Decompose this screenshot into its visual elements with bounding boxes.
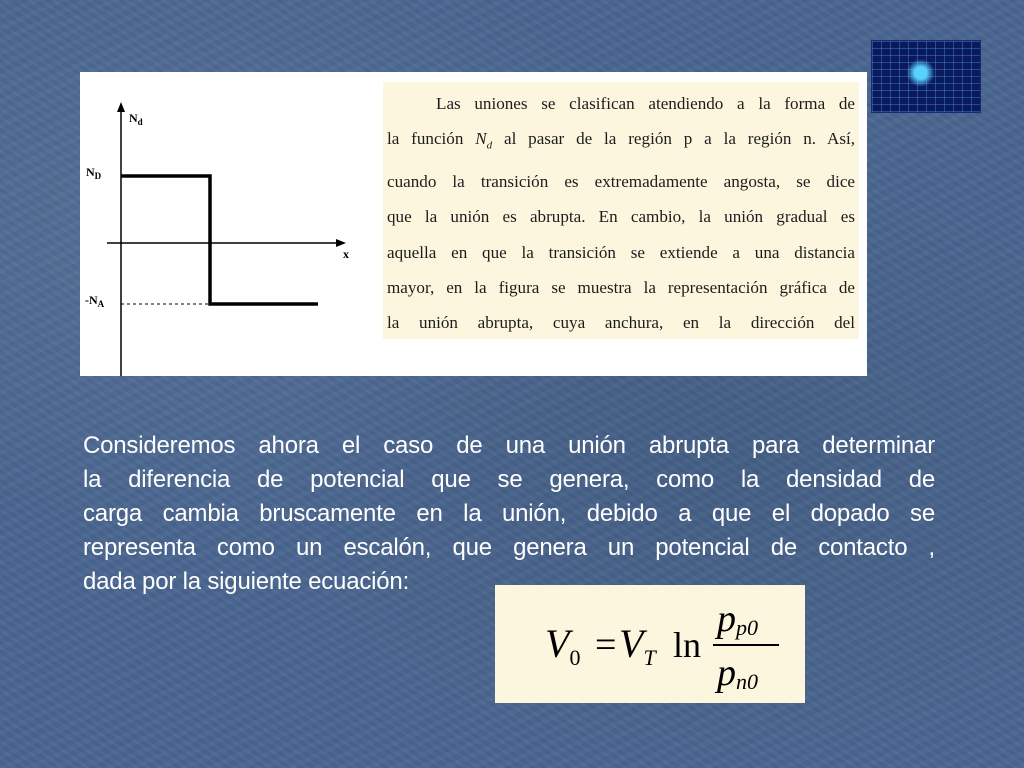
eq-ln: ln bbox=[673, 625, 702, 665]
paragraph-line-5: dada por la siguiente ecuación: bbox=[83, 568, 410, 595]
equation-svg bbox=[495, 585, 805, 703]
eq-denominator: pn0 bbox=[717, 652, 758, 694]
paragraph-line-2: la diferencia de potencial que se genera, como la densidad de bbox=[83, 466, 935, 493]
paragraph-line-3: carga cambia bruscamente en la unión, debido a que el dopado se bbox=[83, 500, 935, 527]
excerpt-line-6: mayor, en la figura se muestra la representación gráfica de bbox=[387, 277, 855, 297]
contact-potential-equation bbox=[495, 585, 805, 703]
eq-numerator: pp0 bbox=[717, 598, 758, 640]
excerpt-line-3: cuando la transición es extremadamente angosta, se dice bbox=[387, 172, 855, 191]
main-paragraph bbox=[83, 429, 935, 599]
nd-level-label: $N_D$ bbox=[86, 165, 102, 181]
abrupt-junction-plot bbox=[80, 72, 383, 376]
y-axis-label: $N_d$ bbox=[129, 111, 143, 127]
abrupt-junction-svg bbox=[80, 72, 383, 376]
y-axis-arrow bbox=[117, 102, 125, 112]
figure-panel bbox=[80, 72, 867, 376]
circuit-board-thumbnail bbox=[871, 40, 981, 113]
na-level-label: $-N_A$ bbox=[85, 293, 105, 309]
doping-step-line bbox=[121, 176, 318, 304]
paragraph-line-1: Consideremos ahora el caso de una unión abrupta para determinar bbox=[83, 432, 935, 459]
x-axis-arrow bbox=[336, 239, 346, 247]
eq-lhs: $V_0$ bbox=[545, 621, 581, 670]
eq-equals: = bbox=[595, 624, 617, 666]
text-excerpt bbox=[383, 82, 859, 339]
excerpt-line-1: Las uniones se clasifican atendiendo a la forma de bbox=[436, 94, 855, 113]
excerpt-line-4: que la unión es abrupta. En cambio, la unión gradual es bbox=[387, 207, 855, 227]
excerpt-line-2: la función $N_d$ al pasar de la región p a la región n. Así, bbox=[387, 129, 855, 152]
excerpt-line-5: aquella en que la transición se extiende a una distancia bbox=[387, 242, 855, 262]
paragraph-line-4: representa como un escalón, que genera un potencial de contacto , bbox=[83, 534, 935, 561]
excerpt-line-7: la unión abrupta, cuya anchura, en la dirección del bbox=[387, 313, 855, 333]
x-axis-label: x bbox=[343, 247, 349, 261]
eq-vt: $V_T$ bbox=[619, 621, 656, 670]
